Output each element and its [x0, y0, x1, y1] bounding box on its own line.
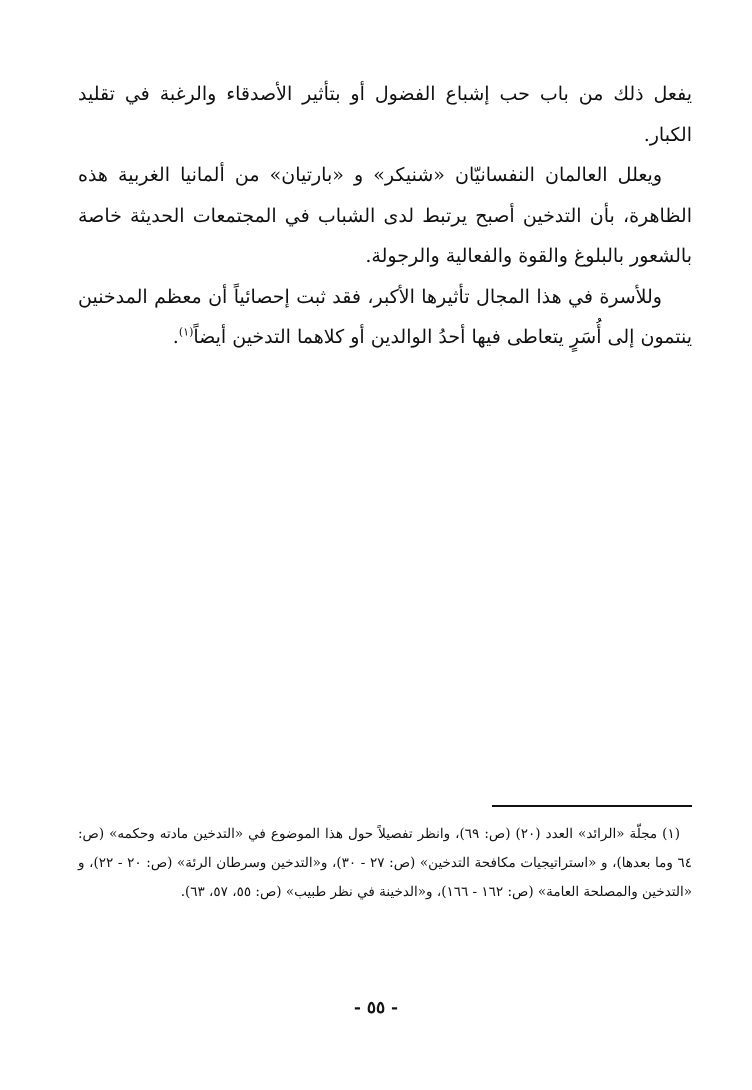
paragraph-3: [78, 277, 692, 358]
main-text: [78, 74, 692, 358]
paragraph-2: ويعلل العالمان النفسانيّان «شنيكر» و «بارتيان» من ألمانيا الغربية هذه الظاهرة، بأن التدخين أصبح يرتبط لدى الشباب في المجتمعات الحديثة خاصة بالشعور بالبلوغ والقوة والفعالية والرجولة.: [78, 164, 692, 267]
paragraph-1: يفعل ذلك من باب حب إشباع الفضول أو بتأثير الأصدقاء والرغبة في تقليد الكبار.: [78, 83, 692, 146]
footnote-text: (١) مجلّة «الرائد» العدد (٢٠) (ص: ٦٩)، وانظر تفصيلاً حول هذا الموضوع في «التدخين مادته وحكمه» (ص: ٦٤ وما بعدها)، و «استراتيجيات مكافحة التدخين» (ص: ٢٧ - ٣٠)، و«التدخين وسرطان الرئة» (ص: ٢٠ - ٢٢)، و «التدخين والمصلحة العامة» (ص: ١٦٢ - ١٦٦)، و«الدخينة في نظر طبيب» (ص: ٥٥، ٥٧، ٦٣).: [78, 826, 692, 900]
paragraph-3-period: .: [172, 326, 179, 348]
footnote: [78, 820, 692, 907]
paragraph-3-text: وللأسرة في هذا المجال تأثيرها الأكبر، فقد ثبت إحصائياً أن معظم المدخنين ينتمون إلى أُسَرٍ يتعاطى فيها أحدُ الوالدين أو كلاهما التدخين أيضاً: [78, 285, 692, 348]
footnote-separator: [492, 805, 692, 807]
footnote-reference[interactable]: (١): [178, 325, 194, 339]
page-number: - ٥٥ -: [353, 998, 399, 1018]
